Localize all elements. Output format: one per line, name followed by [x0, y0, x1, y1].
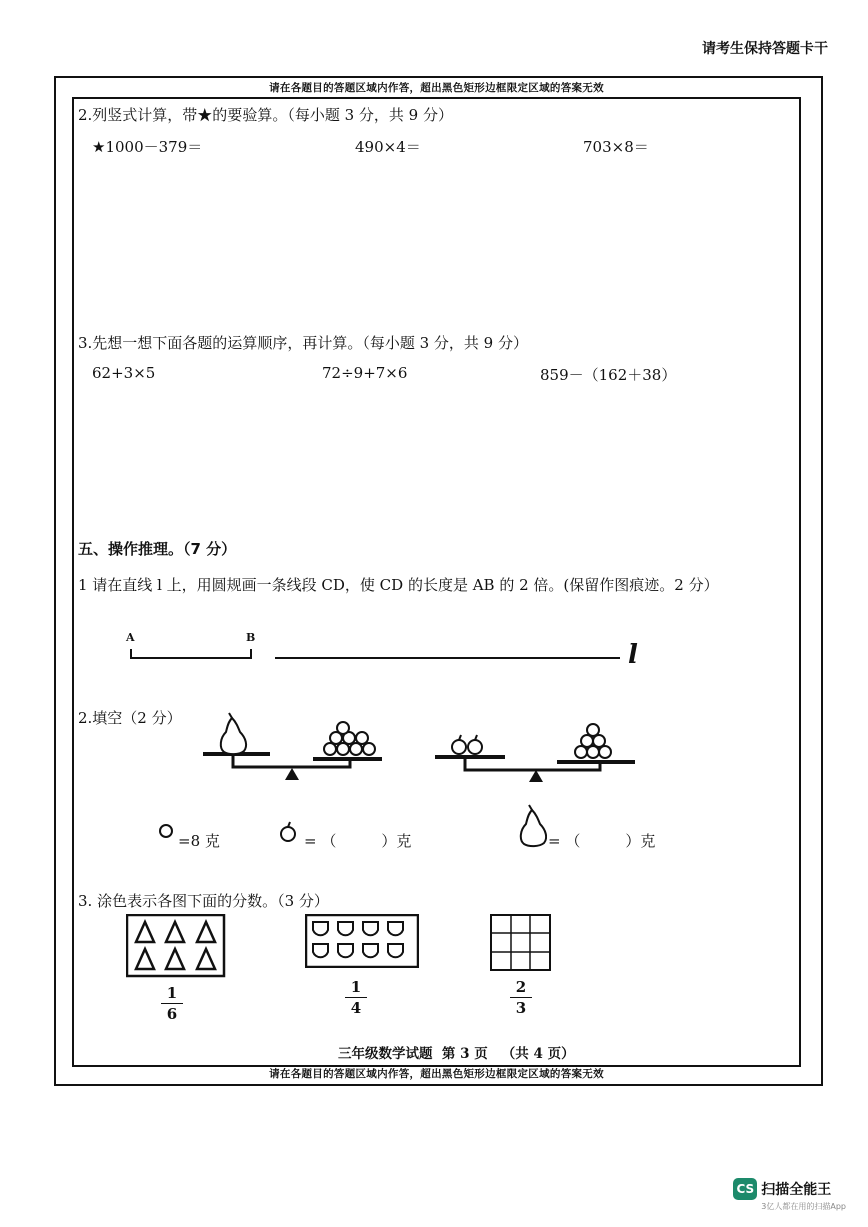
- s5-q2-title: 2.填空（2 分）: [78, 709, 182, 727]
- drops-figure[interactable]: [305, 914, 419, 968]
- line-l-label: l: [628, 640, 638, 670]
- section5-title: 五、操作推理。（7 分）: [78, 540, 237, 558]
- apples-group-icon: [324, 722, 375, 755]
- s5-q3-title: 3. 涂色表示各图下面的分数。（3 分）: [78, 892, 329, 910]
- scale-right: [435, 724, 635, 782]
- point-a-label: A: [126, 631, 135, 644]
- q3-title: 3.先想一想下面各题的运算顺序，再计算。（每小题 3 分，共 9 分）: [78, 334, 528, 352]
- q3-item-3: 859－（162＋38）: [540, 366, 677, 384]
- q3-item-1: 62+3×5: [92, 364, 156, 382]
- warning-top: 请在各题目的答题区域内作答，超出黑色矩形边框限定区域的答案无效: [269, 82, 604, 94]
- point-b-label: B: [246, 631, 256, 644]
- q2-item-1: ★1000－379＝: [92, 138, 203, 156]
- app-tagline: 3亿人都在用的扫描App: [761, 1202, 846, 1211]
- pear-answer-icon: [517, 804, 547, 848]
- pear-blank[interactable]: = （ ）克: [548, 832, 656, 850]
- apple-blank[interactable]: = （ ）克: [304, 832, 412, 850]
- triangles-figure[interactable]: [126, 914, 226, 978]
- q2-title: 2.列竖式计算，带★的要验算。（每小题 3 分，共 9 分）: [78, 106, 453, 124]
- app-badge: CS: [733, 1178, 757, 1200]
- circle-value: =8 克: [178, 832, 220, 850]
- balance-scales-figure: [195, 712, 650, 787]
- circle-icon: [158, 823, 174, 839]
- top-note: 请考生保持答题卡干: [702, 41, 828, 57]
- grid-figure[interactable]: [490, 914, 552, 972]
- fraction-one-fourth: 1 4: [341, 978, 371, 1017]
- s5-q1-title: 1 请在直线 l 上，用圆规画一条线段 CD，使 CD 的长度是 AB 的 2 倍。(保留作图痕迹。2 分）: [78, 576, 719, 594]
- scale-left: [203, 713, 382, 780]
- app-name: 扫描全能王: [761, 1182, 832, 1198]
- segment-diagram: [120, 645, 640, 675]
- fraction-two-thirds: 2 3: [506, 978, 536, 1017]
- q2-item-3: 703×8＝: [583, 138, 649, 156]
- pear-icon: [221, 718, 246, 754]
- segment-ab: [131, 649, 251, 658]
- two-apples-icon: [452, 735, 482, 754]
- apple-icon: [278, 820, 298, 844]
- fraction-one-sixth: 1 6: [157, 984, 187, 1023]
- warning-bottom: 请在各题目的答题区域内作答，超出黑色矩形边框限定区域的答案无效: [269, 1068, 604, 1080]
- circles-pile-icon: [575, 724, 611, 758]
- q2-item-2: 490×4＝: [355, 138, 421, 156]
- q3-item-2: 72÷9+7×6: [322, 364, 408, 382]
- app-logo: [733, 1178, 846, 1212]
- page-footer: 三年级数学试题 第 3 页 （共 4 页）: [338, 1046, 575, 1062]
